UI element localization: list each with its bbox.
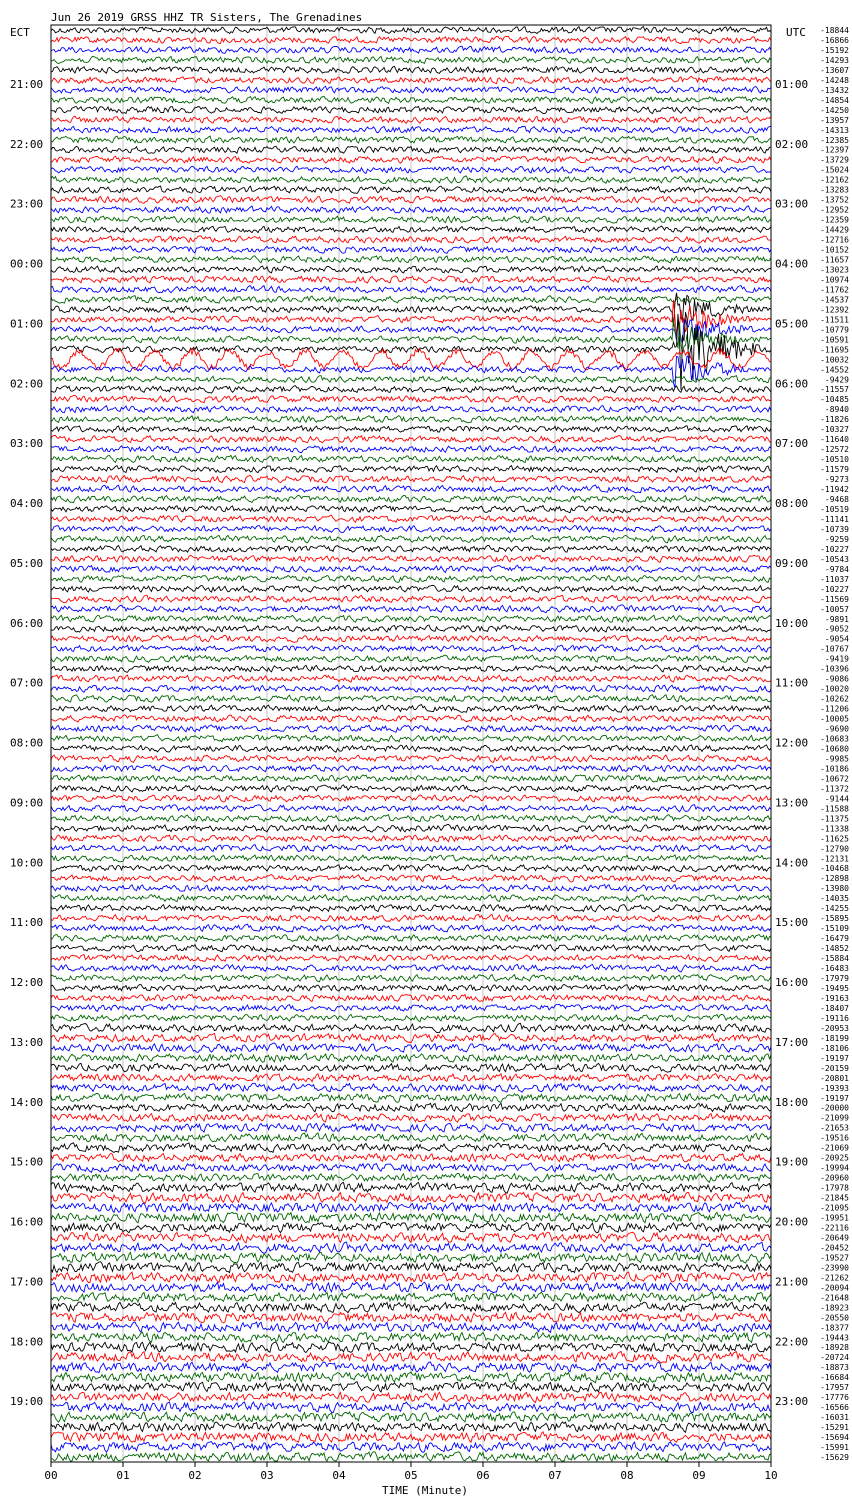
trace-offset-label: -12572 (820, 445, 849, 455)
trace-offset-label: -19527 (820, 1253, 849, 1263)
trace-offset-label: -19994 (820, 1163, 849, 1173)
trace-offset-label: -15109 (820, 924, 849, 934)
trace-offset-label: -21069 (820, 1143, 849, 1153)
trace-offset-label: -11640 (820, 435, 849, 445)
trace-offset-label: -11579 (820, 465, 849, 475)
trace-offset-label: -10739 (820, 524, 849, 534)
trace-offset-label: -21095 (820, 1203, 849, 1213)
trace-offset-label: -10057 (820, 604, 849, 614)
trace-offset-label: -11625 (820, 834, 849, 844)
left-hour-label: 22:00 (10, 137, 44, 151)
chart-title: Jun 26 2019 GRSS HHZ TR Sisters, The Grenadines (51, 11, 363, 24)
right-hour-labels (775, 78, 808, 1408)
trace-offset-label: -11375 (820, 814, 849, 824)
trace-offset-label: -10485 (820, 395, 849, 405)
trace-offset-label: -12790 (820, 844, 849, 854)
trace-offset-label: -20649 (820, 1233, 849, 1243)
right-timezone-label: UTC (786, 26, 806, 39)
trace-offset-label: -20953 (820, 1023, 849, 1033)
right-hour-label: 08:00 (775, 497, 809, 510)
left-hour-labels (10, 78, 43, 1408)
right-hour-label: 23:00 (775, 1395, 809, 1409)
trace-offset-label: -16483 (820, 964, 849, 974)
x-tick-label: 08 (620, 1469, 634, 1482)
trace-offset-label: -9259 (824, 534, 849, 544)
trace-offset-label: -9429 (824, 375, 849, 385)
trace-offset-label: -19116 (820, 1013, 849, 1023)
trace-offset-label: -11206 (820, 704, 849, 714)
trace-offset-label: -15895 (820, 914, 849, 924)
left-hour-label: 17:00 (10, 1275, 44, 1289)
right-hour-label: 10:00 (775, 616, 809, 630)
x-tick-label: 03 (260, 1469, 274, 1482)
trace-offset-label: -14293 (820, 55, 849, 65)
trace-offset-label: -10974 (820, 275, 849, 285)
trace-offset-label: -15884 (820, 954, 849, 964)
right-hour-label: 22:00 (775, 1335, 809, 1349)
trace-offset-label: -13729 (820, 155, 849, 165)
x-tick-label: 00 (44, 1469, 58, 1482)
trace-offset-label: -9468 (824, 495, 849, 505)
trace-offset-label: -8940 (824, 405, 849, 415)
right-hour-label: 20:00 (775, 1215, 809, 1229)
left-hour-label: 02:00 (10, 377, 44, 391)
trace-offset-label: -20550 (820, 1313, 849, 1323)
trace-offset-label: -12392 (820, 305, 849, 315)
right-hour-label: 07:00 (775, 437, 809, 451)
trace-offset-label: -12952 (820, 205, 849, 215)
trace-offset-label: -19197 (820, 1053, 849, 1063)
trace-offset-label: -9891 (824, 614, 849, 624)
trace-offset-label: -11942 (820, 485, 849, 495)
trace-offset-label: -19443 (820, 1333, 849, 1343)
trace-offset-label: -10519 (820, 504, 849, 514)
trace-offset-label: -18377 (820, 1323, 849, 1333)
trace-offset-label: -18407 (820, 1003, 849, 1013)
trace-offset-label: -19197 (820, 1093, 849, 1103)
trace-offset-label: -12385 (820, 135, 849, 145)
trace-offset-label: -13432 (820, 85, 849, 95)
left-hour-label: 05:00 (10, 556, 44, 570)
trace-offset-label: -12359 (820, 215, 849, 225)
trace-offset-label: -9273 (824, 475, 849, 485)
trace-offset-label: -10543 (820, 554, 849, 564)
right-hour-label: 05:00 (775, 317, 809, 331)
trace-offset-label: -23990 (820, 1263, 849, 1273)
trace-offset-label: -10032 (820, 355, 849, 365)
left-hour-label: 01:00 (10, 317, 44, 331)
trace-offset-label: -11695 (820, 345, 849, 355)
x-tick-label: 01 (116, 1469, 130, 1482)
left-hour-label: 04:00 (10, 497, 44, 510)
trace-offset-label: -13957 (820, 115, 849, 125)
trace-offset-label: -10186 (820, 764, 849, 774)
trace-offset-label: -22116 (820, 1223, 849, 1233)
trace-offset-label: -20452 (820, 1243, 849, 1253)
trace-offset-label: -20159 (820, 1063, 849, 1073)
left-hour-label: 12:00 (10, 976, 44, 989)
trace-offset-label: -10262 (820, 694, 849, 704)
trace-offset-label: -20960 (820, 1173, 849, 1183)
trace-offset-label: -20724 (820, 1353, 849, 1363)
trace-offset-label: -15629 (820, 1453, 849, 1463)
trace-offset-label: -11141 (820, 514, 849, 524)
trace-offset-label: -18928 (820, 1343, 849, 1353)
trace-offset-label: -10396 (820, 664, 849, 674)
x-tick-label: 07 (548, 1469, 562, 1482)
trace-offset-label: -17776 (820, 1393, 849, 1403)
trace-offset-label: -19163 (820, 993, 849, 1003)
trace-offset-label: -14255 (820, 904, 849, 914)
trace-offset-label: -15991 (820, 1443, 849, 1453)
trace-offset-label: -10327 (820, 425, 849, 435)
left-hour-label: 19:00 (10, 1395, 44, 1409)
left-hour-label: 00:00 (10, 257, 44, 271)
trace-offset-label: -11511 (820, 315, 849, 325)
trace-offset-label: -10779 (820, 325, 849, 335)
trace-offset-label: -14313 (820, 125, 849, 135)
trace-offset-label: -10468 (820, 864, 849, 874)
left-hour-label: 06:00 (10, 616, 44, 630)
trace-offset-label: -19495 (820, 983, 849, 993)
trace-offset-label: -13752 (820, 195, 849, 205)
trace-offset-label: -20801 (820, 1073, 849, 1083)
trace-offset-label: -14248 (820, 75, 849, 85)
trace-offset-label: -13607 (820, 65, 849, 75)
trace-offset-label: -9086 (824, 674, 849, 684)
left-hour-label: 09:00 (10, 796, 44, 810)
trace-offset-label: -13023 (820, 265, 849, 275)
trace-offset-label: -9419 (824, 654, 849, 664)
trace-offset-label: -10767 (820, 644, 849, 654)
trace-offset-label: -18844 (820, 25, 849, 35)
trace-offset-label: -13980 (820, 884, 849, 894)
trace-offset-label: -14250 (820, 105, 849, 115)
trace-offset-label: -11569 (820, 594, 849, 604)
x-tick-label: 06 (476, 1469, 490, 1482)
x-axis-label: TIME (Minute) (381, 1484, 469, 1497)
trace-offset-label: -15291 (820, 1423, 849, 1433)
trace-offset-label: -12716 (820, 235, 849, 245)
trace-offset-labels (820, 26, 849, 1462)
left-hour-label: 15:00 (10, 1155, 44, 1169)
right-hour-label: 17:00 (775, 1035, 809, 1049)
trace-offset-label: -17978 (820, 1183, 849, 1193)
trace-offset-label: -10680 (820, 744, 849, 754)
trace-offset-label: -11557 (820, 385, 849, 395)
trace-offset-label: -16479 (820, 934, 849, 944)
left-hour-label: 03:00 (10, 437, 44, 451)
trace-offset-label: -14854 (820, 95, 849, 105)
right-hour-label: 01:00 (775, 77, 809, 91)
trace-offset-label: -20000 (820, 1103, 849, 1113)
trace-offset-label: -11588 (820, 804, 849, 814)
trace-offset-label: -9985 (824, 754, 849, 764)
trace-offset-label: -16031 (820, 1413, 849, 1423)
trace-offset-label: -9052 (824, 624, 849, 634)
trace-offset-label: -9690 (824, 724, 849, 734)
trace-offset-label: -10152 (820, 245, 849, 255)
right-hour-label: 16:00 (775, 976, 809, 989)
trace-offset-label: -17957 (820, 1383, 849, 1393)
right-hour-label: 21:00 (775, 1275, 809, 1289)
trace-offset-label: -12397 (820, 145, 849, 155)
trace-offset-label: -11762 (820, 285, 849, 295)
x-tick-label: 02 (188, 1469, 202, 1482)
trace-offset-label: -11826 (820, 415, 849, 425)
left-hour-label: 13:00 (10, 1035, 44, 1049)
trace-offset-label: -10005 (820, 714, 849, 724)
trace-offset-label: -21648 (820, 1293, 849, 1303)
trace-offset-label: -16684 (820, 1373, 849, 1383)
trace-offset-label: -16866 (820, 35, 849, 45)
trace-offset-label: -18199 (820, 1033, 849, 1043)
trace-offset-label: -15024 (820, 165, 849, 175)
right-hour-label: 03:00 (775, 197, 809, 211)
trace-offset-label: -10672 (820, 774, 849, 784)
x-tick-label: 10 (764, 1469, 778, 1482)
trace-offset-label: -16566 (820, 1403, 849, 1413)
right-hour-label: 12:00 (775, 736, 809, 750)
trace-offset-label: -12131 (820, 854, 849, 864)
right-hour-label: 04:00 (775, 257, 809, 271)
right-hour-label: 14:00 (775, 856, 809, 870)
trace-offset-label: -11657 (820, 255, 849, 265)
left-hour-label: 14:00 (10, 1095, 44, 1109)
trace-offset-label: -10510 (820, 455, 849, 465)
left-timezone-label: ECT (10, 26, 30, 39)
right-hour-label: 18:00 (775, 1095, 809, 1109)
trace-offset-label: -21653 (820, 1123, 849, 1133)
trace-offset-label: -9784 (824, 564, 849, 574)
trace-offset-label: -12162 (820, 175, 849, 185)
trace-offset-label: -18923 (820, 1303, 849, 1313)
right-hour-label: 02:00 (775, 137, 809, 151)
trace-offset-label: -11338 (820, 824, 849, 834)
left-hour-label: 07:00 (10, 676, 44, 690)
trace-offset-label: -12898 (820, 874, 849, 884)
x-tick-label: 04 (332, 1469, 346, 1482)
trace-offset-label: -19393 (820, 1083, 849, 1093)
right-hour-label: 19:00 (775, 1155, 809, 1169)
left-hour-label: 18:00 (10, 1335, 44, 1349)
trace-offset-label: -18106 (820, 1043, 849, 1053)
x-axis (44, 1462, 777, 1482)
x-tick-label: 05 (404, 1469, 418, 1482)
right-hour-label: 15:00 (775, 916, 809, 930)
trace-offset-label: -10020 (820, 684, 849, 694)
trace-offset-label: -10683 (820, 734, 849, 744)
trace-offset-label: -10227 (820, 544, 849, 554)
trace-offset-label: -21845 (820, 1193, 849, 1203)
trace-offset-label: -9054 (824, 634, 849, 644)
trace-offset-label: -14429 (820, 225, 849, 235)
left-hour-label: 16:00 (10, 1215, 44, 1229)
trace-offset-label: -20094 (820, 1283, 849, 1293)
trace-offset-label: -9144 (824, 794, 849, 804)
trace-offset-label: -21099 (820, 1113, 849, 1123)
trace-offset-label: -20925 (820, 1153, 849, 1163)
trace-offset-label: -21262 (820, 1273, 849, 1283)
left-hour-label: 21:00 (10, 77, 44, 91)
trace-offset-label: -15192 (820, 45, 849, 55)
trace-offset-label: -14035 (820, 894, 849, 904)
trace-offset-label: -14537 (820, 295, 849, 305)
trace-offset-label: -14852 (820, 944, 849, 954)
right-hour-label: 13:00 (775, 796, 809, 810)
trace-offset-label: -13283 (820, 185, 849, 195)
trace-offset-label: -19951 (820, 1213, 849, 1223)
trace-offset-label: -15694 (820, 1433, 849, 1443)
right-hour-label: 09:00 (775, 556, 809, 570)
trace-offset-label: -11372 (820, 784, 849, 794)
right-hour-label: 06:00 (775, 377, 809, 391)
trace-offset-label: -19516 (820, 1133, 849, 1143)
left-hour-label: 10:00 (10, 856, 44, 870)
trace-offset-label: -11037 (820, 574, 849, 584)
trace-offset-label: -18873 (820, 1363, 849, 1373)
trace-offset-label: -14552 (820, 365, 849, 375)
left-hour-label: 08:00 (10, 736, 44, 750)
left-hour-label: 23:00 (10, 197, 44, 211)
right-hour-label: 11:00 (775, 676, 809, 690)
trace-offset-label: -10591 (820, 335, 849, 345)
left-hour-label: 11:00 (10, 916, 44, 930)
trace-offset-label: -10227 (820, 584, 849, 594)
x-tick-label: 09 (692, 1469, 706, 1482)
trace-offset-label: -17979 (820, 974, 849, 984)
